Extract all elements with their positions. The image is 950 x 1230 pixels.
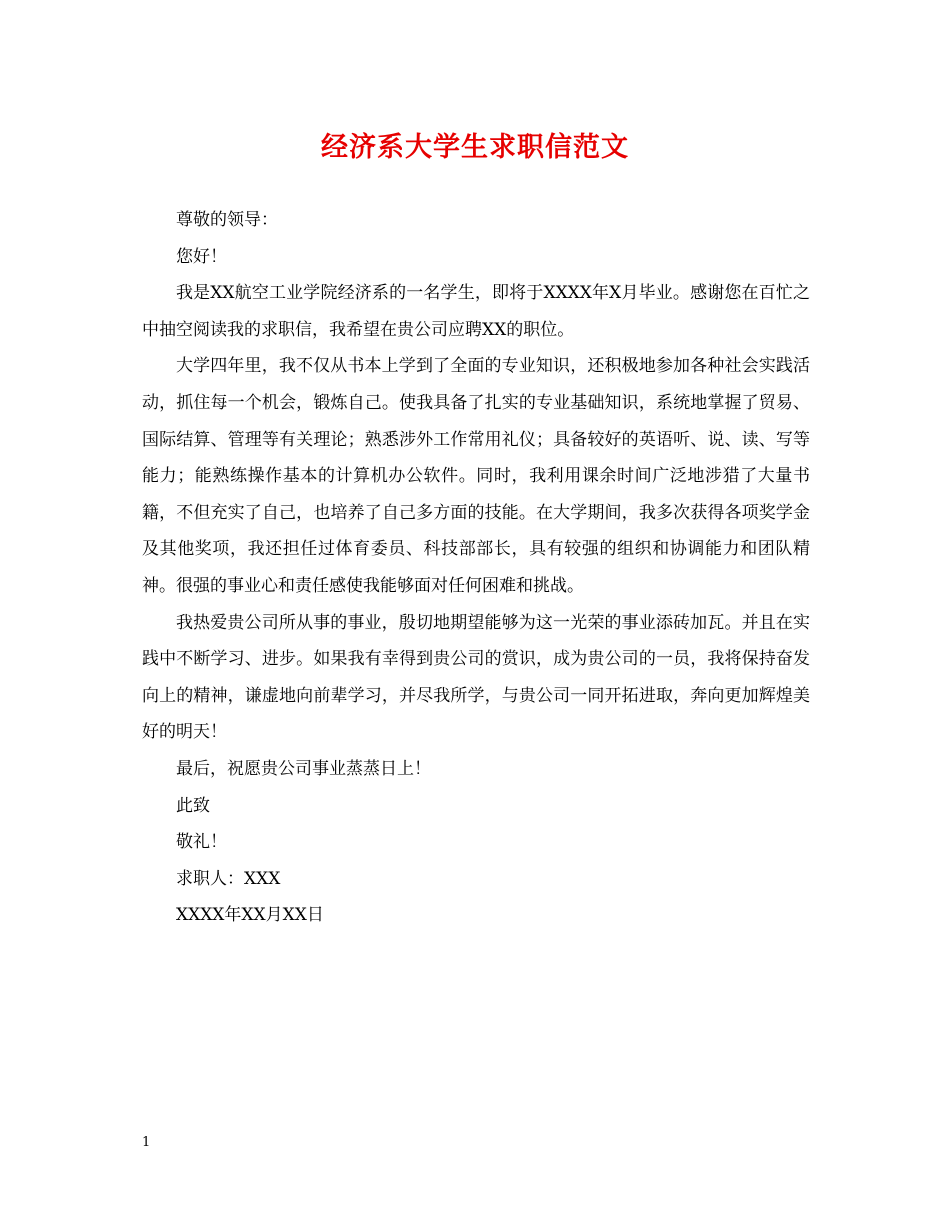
- body-paragraph: 我是XX航空工业学院经济系的一名学生，即将于XXXX年X月毕业。感谢您在百忙之中抽空阅读我的求职信，我希望在贵公司应聘XX的职位。: [142, 283, 810, 340]
- closing-line-2: 敬礼！: [176, 832, 227, 853]
- body-paragraph: 我热爱贵公司所从事的事业，殷切地期望能够为这一光荣的事业添砖加瓦。并且在实践中不断学习、进步。如果我有幸得到贵公司的赏识，成为贵公司的一员，我将保持奋发向上的精神，谦虚地向前辈学习，并尽我所学，与贵公司一同开拓进取，奔向更加辉煌美好的明天！: [142, 612, 810, 743]
- salutation: 尊敬的领导：: [176, 210, 278, 230]
- page-number: 1: [142, 1135, 151, 1150]
- body-paragraph: 大学四年里，我不仅从书本上学到了全面的专业知识，还积极地参加各种社会实践活动，抓住每一个机会，锻炼自己。使我具备了扎实的专业基础知识，系统地掌握了贸易、国际结算、管理等有关理论；熟悉涉外工作常用礼仪；具备较好的英语听、说、读、写等能力；能熟练操作基本的计算机办公软件。同时，我利用课余时间广泛地涉猎了大量书籍，不但充实了自己，也培养了自己多方面的技能。在大学期间，我多次获得各项奖学金及其他奖项，我还担任过体育委员、科技部部长，具有较强的组织和协调能力和团队精神。很强的事业心和责任感使我能够面对任何困难和挑战。: [142, 356, 810, 596]
- document-body: [142, 202, 810, 934]
- closing-line-1: 此致: [176, 795, 210, 816]
- greeting: 您好！: [176, 246, 227, 267]
- closing-wish: 最后，祝愿贵公司事业蒸蒸日上！: [176, 758, 431, 779]
- applicant-signature: 求职人：XXX: [176, 868, 281, 889]
- document-title: 经济系大学生求职信范文: [321, 132, 629, 163]
- letter-date: XXXX年XX月XX日: [176, 905, 324, 926]
